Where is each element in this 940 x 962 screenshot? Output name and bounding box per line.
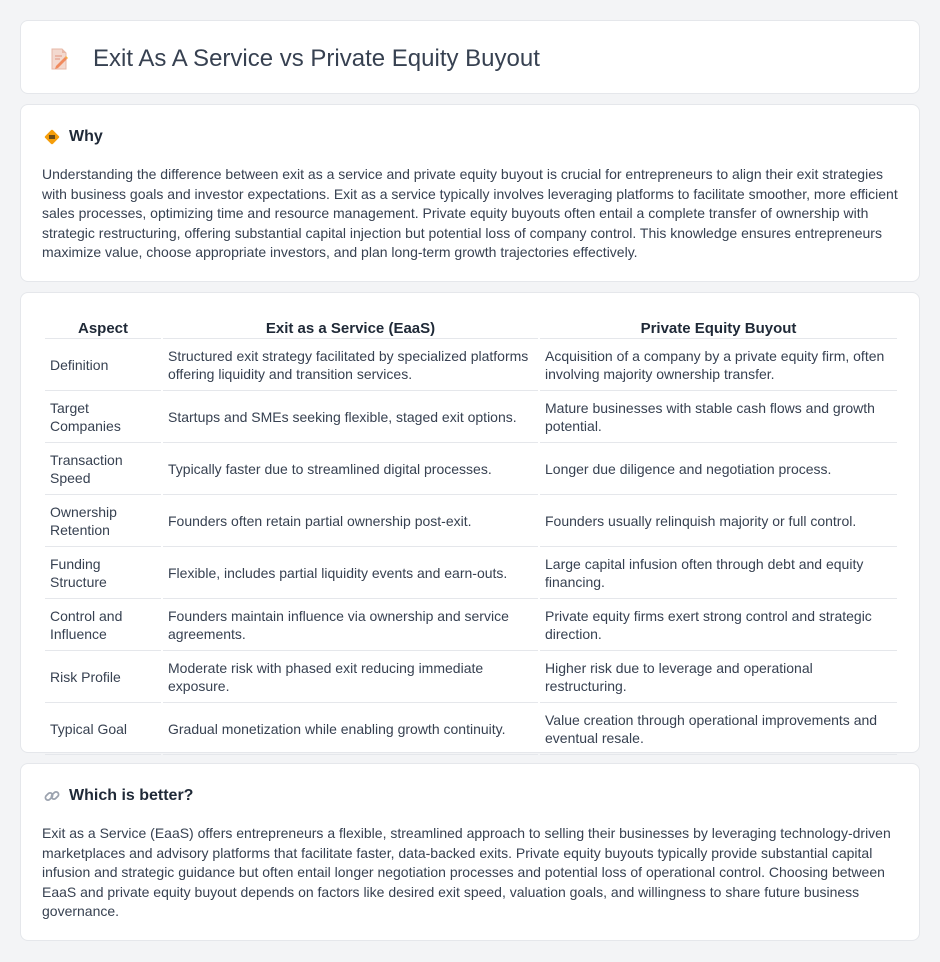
- link-icon: [43, 787, 61, 805]
- eaas-cell: Flexible, includes partial liquidity events and earn-outs.: [163, 549, 538, 599]
- aspect-cell: Definition: [45, 341, 161, 391]
- table-row: [45, 653, 897, 703]
- better-heading: Which is better?: [69, 787, 194, 804]
- pe-cell: Higher risk due to leverage and operational restructuring.: [540, 653, 897, 703]
- table-row: [45, 393, 897, 443]
- aspect-cell: Control and Influence: [45, 601, 161, 651]
- eaas-cell: Founders often retain partial ownership post-exit.: [163, 497, 538, 547]
- table-row: [45, 705, 897, 755]
- table-row: [45, 445, 897, 495]
- document-pencil-icon: [47, 47, 71, 71]
- header-card: [20, 20, 920, 94]
- why-heading: Why: [69, 128, 103, 145]
- aspect-cell: Target Companies: [45, 393, 161, 443]
- column-header-pe-buyout: Private Equity Buyout: [540, 319, 897, 339]
- aspect-cell: Transaction Speed: [45, 445, 161, 495]
- eaas-cell: Moderate risk with phased exit reducing immediate exposure.: [163, 653, 538, 703]
- eaas-cell: Typically faster due to streamlined digital processes.: [163, 445, 538, 495]
- why-text: Understanding the difference between exit as a service and private equity buyout is crucial for entrepreneurs to align their exit strategies with business goals and investor expectations. Exit as a service typically involves leveraging platforms to facilitate smoother, more efficient sales processes, optimizing time and resource management. Private equity buyouts often entail a complete transfer of ownership with strategic restructuring, offering substantial capital injection but potential loss of company control. This knowledge ensures entrepreneurs maximize value, choose appropriate investors, and plan long-term growth trajectories effectively.: [42, 166, 898, 261]
- pe-cell: Value creation through operational improvements and eventual resale.: [540, 705, 897, 755]
- pe-cell: Founders usually relinquish majority or full control.: [540, 497, 897, 547]
- eaas-cell: Founders maintain influence via ownership and service agreements.: [163, 601, 538, 651]
- pe-cell: Private equity firms exert strong control and strategic direction.: [540, 601, 897, 651]
- why-heading-row: [43, 127, 103, 147]
- aspect-cell: Typical Goal: [45, 705, 161, 755]
- page-title: Exit As A Service vs Private Equity Buyout: [93, 45, 540, 72]
- table-row: [45, 341, 897, 391]
- comparison-table-card: [20, 292, 920, 753]
- aspect-cell: Ownership Retention: [45, 497, 161, 547]
- pe-cell: Large capital infusion often through debt and equity financing.: [540, 549, 897, 599]
- column-header-eaas: Exit as a Service (EaaS): [163, 319, 538, 339]
- table-row: [45, 601, 897, 651]
- why-section: [20, 104, 920, 282]
- eaas-cell: Startups and SMEs seeking flexible, staged exit options.: [163, 393, 538, 443]
- aspect-cell: Funding Structure: [45, 549, 161, 599]
- better-heading-row: [43, 786, 193, 806]
- better-text: Exit as a Service (EaaS) offers entrepreneurs a flexible, streamlined approach to selling their businesses by leveraging technology-driven marketplaces and advisory platforms that facilitate faster, data-backed exits. Private equity buyouts typically provide substantial capital infusion and strategic guidance but often entail longer negotiation processes and potential loss of operational control. Choosing between EaaS and private equity buyout depends on factors like desired exit speed, valuation goals, and willingness to share future business governance.: [42, 825, 891, 920]
- table-header-row: [45, 319, 897, 339]
- table-row: [45, 549, 897, 599]
- warning-sign-icon: [43, 128, 61, 146]
- table-row: [45, 497, 897, 547]
- eaas-cell: Gradual monetization while enabling growth continuity.: [163, 705, 538, 755]
- which-is-better-section: [20, 763, 920, 941]
- pe-cell: Mature businesses with stable cash flows and growth potential.: [540, 393, 897, 443]
- pe-cell: Longer due diligence and negotiation process.: [540, 445, 897, 495]
- comparison-table: [43, 317, 899, 757]
- aspect-cell: Risk Profile: [45, 653, 161, 703]
- column-header-aspect: Aspect: [45, 319, 161, 339]
- pe-cell: Acquisition of a company by a private equity firm, often involving majority ownership transfer.: [540, 341, 897, 391]
- eaas-cell: Structured exit strategy facilitated by specialized platforms offering liquidity and transition services.: [163, 341, 538, 391]
